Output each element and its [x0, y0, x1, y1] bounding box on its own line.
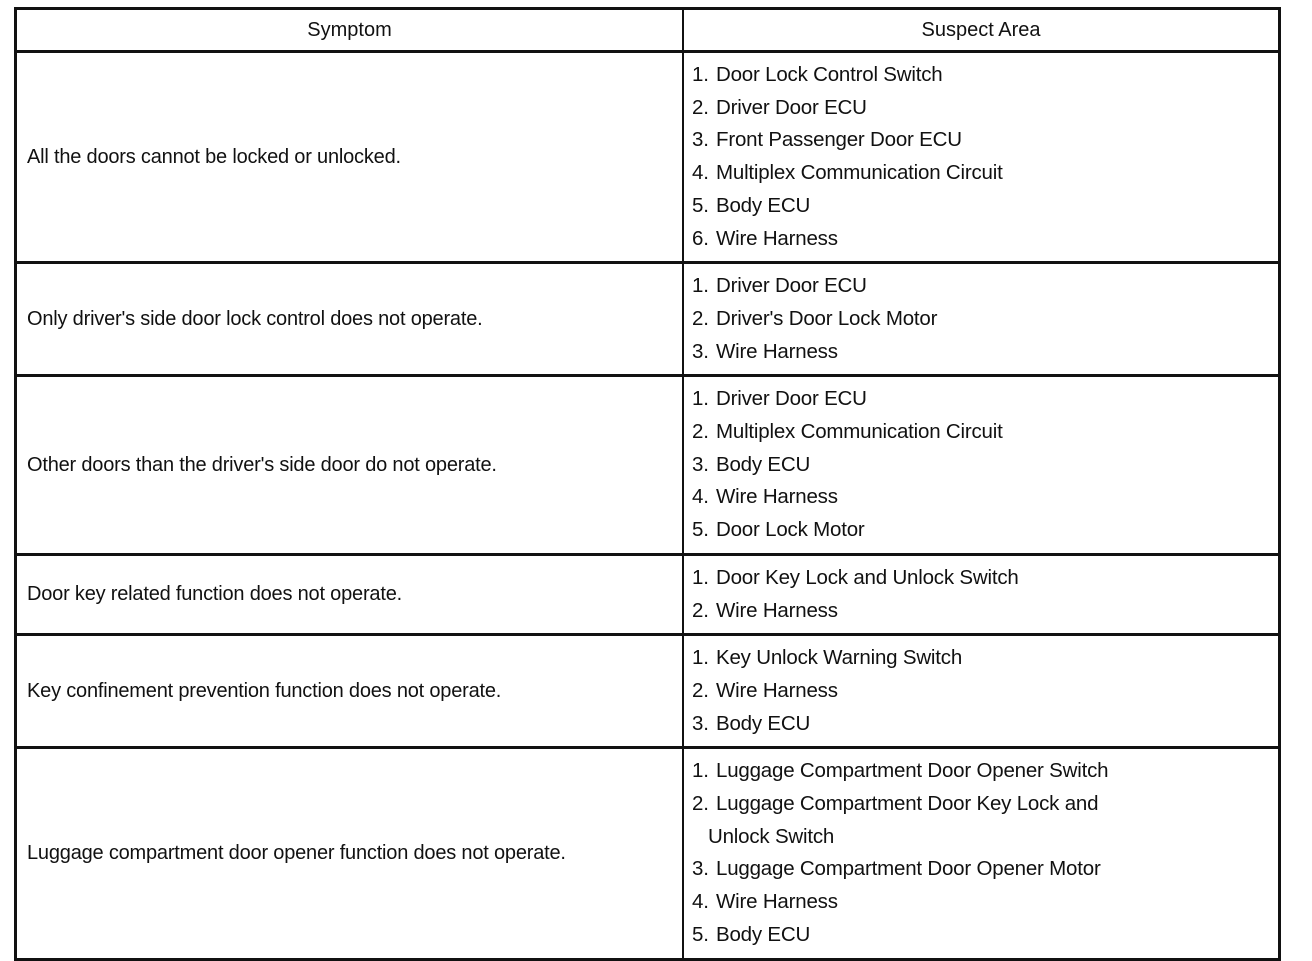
- suspect-item-number: 2.: [692, 95, 709, 119]
- suspect-area-item: [692, 92, 1270, 125]
- symptom-cell: Key confinement prevention function does not operate.: [17, 635, 683, 748]
- symptom-column-header: Symptom: [17, 10, 683, 52]
- suspect-item-text: Luggage Compartment Door Key Lock and: [716, 792, 1099, 816]
- suspect-area-item: [692, 449, 1270, 482]
- suspect-item-number: 2.: [692, 306, 709, 330]
- suspect-item-number: 4.: [692, 890, 709, 914]
- suspect-item-continuation: Unlock Switch: [708, 824, 835, 848]
- suspect-item-text: Multiplex Communication Circuit: [716, 420, 1003, 444]
- suspect-item-number: 2.: [692, 420, 709, 444]
- suspect-area-item: [692, 886, 1270, 919]
- suspect-area-cell: [683, 554, 1278, 634]
- suspect-item-text: Wire Harness: [716, 339, 838, 363]
- suspect-area-item: [692, 383, 1270, 416]
- troubleshooting-table-frame: [14, 7, 1281, 961]
- suspect-item-text: Driver's Door Lock Motor: [716, 306, 938, 330]
- suspect-item-text: Wire Harness: [716, 226, 838, 250]
- symptom-cell: All the doors cannot be locked or unlocked.: [17, 52, 683, 263]
- suspect-item-text: Luggage Compartment Door Opener Switch: [716, 759, 1109, 783]
- suspect-area-item: [692, 595, 1270, 628]
- suspect-area-item: [692, 919, 1270, 952]
- suspect-item-text: Body ECU: [716, 452, 811, 476]
- suspect-area-item: [692, 708, 1270, 741]
- suspect-item-number: 5.: [692, 193, 709, 217]
- suspect-item-number: 5.: [692, 518, 709, 542]
- suspect-item-number: 3.: [692, 128, 709, 152]
- table-row: [17, 376, 1278, 555]
- table-body: [17, 52, 1278, 958]
- suspect-item-number: 2.: [692, 792, 709, 816]
- table-row: [17, 554, 1278, 634]
- suspect-item-text: Luggage Compartment Door Opener Motor: [716, 857, 1101, 881]
- suspect-item-text: Multiplex Communication Circuit: [716, 161, 1003, 185]
- suspect-area-cell: [683, 263, 1278, 376]
- suspect-area-item: [692, 853, 1270, 886]
- suspect-item-text: Body ECU: [716, 193, 811, 217]
- suspect-item-text: Front Passenger Door ECU: [716, 128, 962, 152]
- suspect-item-number: 3.: [692, 339, 709, 363]
- suspect-area-item: [692, 59, 1270, 92]
- suspect-item-number: 1.: [692, 565, 709, 589]
- suspect-item-number: 6.: [692, 226, 709, 250]
- suspect-area-item: [692, 481, 1270, 514]
- suspect-area-item: [692, 336, 1270, 369]
- suspect-area-cell: [683, 748, 1278, 958]
- symptom-cell: Door key related function does not operate.: [17, 554, 683, 634]
- suspect-item-number: 3.: [692, 711, 709, 735]
- suspect-item-number: 2.: [692, 598, 709, 622]
- suspect-item-text: Door Lock Control Switch: [716, 63, 943, 86]
- suspect-item-text: Driver Door ECU: [716, 95, 867, 119]
- suspect-item-text: Body ECU: [716, 922, 811, 946]
- suspect-item-text: Wire Harness: [716, 598, 838, 622]
- suspect-item-number: 3.: [692, 452, 709, 476]
- suspect-item-text: Body ECU: [716, 711, 811, 735]
- suspect-item-text: Driver Door ECU: [716, 274, 867, 298]
- suspect-item-number: 4.: [692, 161, 709, 185]
- suspect-area-list: [692, 383, 1270, 547]
- suspect-area-list: [692, 755, 1270, 951]
- suspect-item-text: Door Key Lock and Unlock Switch: [716, 565, 1019, 589]
- suspect-area-list: [692, 270, 1270, 368]
- symptom-cell: Other doors than the driver's side door do not operate.: [17, 376, 683, 555]
- suspect-area-item: [692, 514, 1270, 547]
- suspect-area-column-header: Suspect Area: [683, 10, 1278, 52]
- suspect-area-cell: [683, 635, 1278, 748]
- suspect-item-number: 5.: [692, 922, 709, 946]
- suspect-area-item: [692, 270, 1270, 303]
- suspect-area-item: [692, 303, 1270, 336]
- suspect-item-text: Driver Door ECU: [716, 387, 867, 411]
- suspect-area-item: [692, 788, 1270, 853]
- suspect-area-item: [692, 223, 1270, 256]
- suspect-item-number: 2.: [692, 678, 709, 702]
- suspect-area-list: [692, 59, 1270, 255]
- suspect-area-cell: [683, 52, 1278, 263]
- suspect-area-list: [692, 642, 1270, 740]
- suspect-area-item: [692, 562, 1270, 595]
- suspect-item-text: Wire Harness: [716, 890, 838, 914]
- suspect-item-text: Wire Harness: [716, 678, 838, 702]
- table-row: [17, 52, 1278, 263]
- suspect-area-cell: [683, 376, 1278, 555]
- table-row: [17, 635, 1278, 748]
- suspect-item-text: Door Lock Motor: [716, 518, 865, 542]
- table-row: [17, 748, 1278, 958]
- symptom-suspect-table: [17, 10, 1278, 958]
- suspect-item-text: Key Unlock Warning Switch: [716, 646, 963, 670]
- suspect-item-number: 1.: [692, 759, 709, 783]
- suspect-area-item: [692, 416, 1270, 449]
- suspect-area-item: [692, 124, 1270, 157]
- suspect-item-number: 1.: [692, 646, 709, 670]
- table-row: [17, 263, 1278, 376]
- suspect-item-number: 4.: [692, 485, 709, 509]
- suspect-item-number: 1.: [692, 63, 709, 86]
- suspect-item-number: 3.: [692, 857, 709, 881]
- suspect-area-item: [692, 755, 1270, 788]
- suspect-area-item: [692, 190, 1270, 223]
- symptom-cell: Luggage compartment door opener function does not operate.: [17, 748, 683, 958]
- suspect-area-item: [692, 675, 1270, 708]
- symptom-cell: Only driver's side door lock control does not operate.: [17, 263, 683, 376]
- suspect-item-number: 1.: [692, 387, 709, 411]
- suspect-area-list: [692, 562, 1270, 627]
- header-row: [17, 10, 1278, 52]
- suspect-area-item: [692, 642, 1270, 675]
- suspect-item-text: Wire Harness: [716, 485, 838, 509]
- suspect-area-item: [692, 157, 1270, 190]
- suspect-item-number: 1.: [692, 274, 709, 298]
